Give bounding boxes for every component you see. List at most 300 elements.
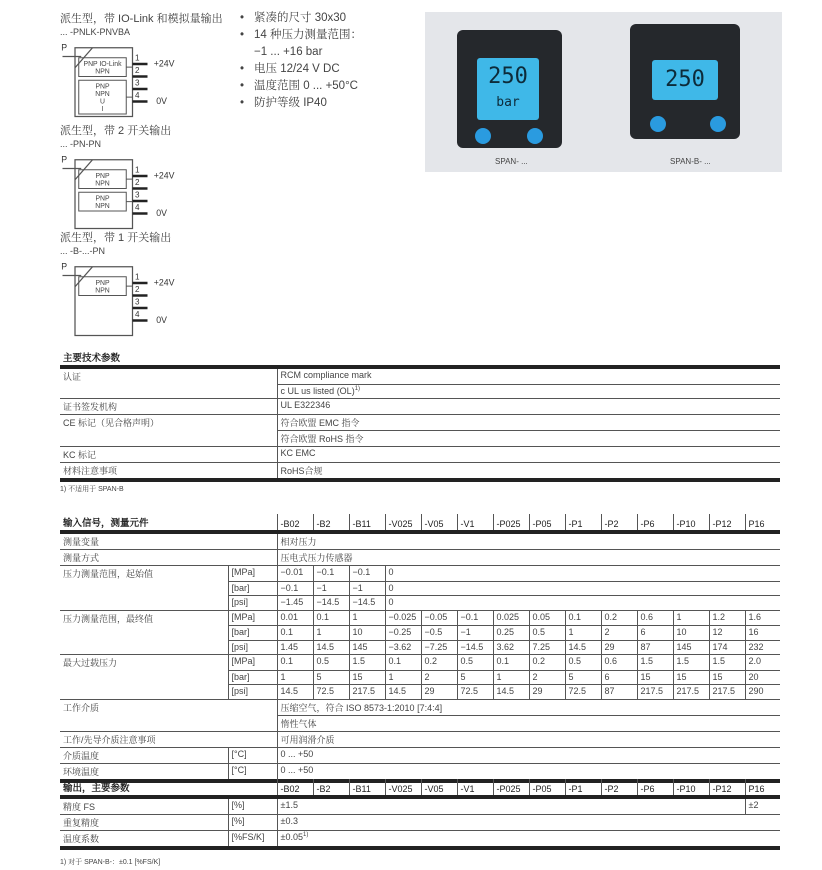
value-cell	[457, 685, 493, 700]
value-cell	[277, 550, 780, 566]
table-row	[60, 831, 780, 849]
output-type: PNP	[95, 279, 110, 287]
param-label	[60, 670, 228, 685]
table-row	[60, 399, 780, 415]
value-text: 29	[604, 641, 615, 652]
table-row	[60, 550, 780, 566]
value-text: 2	[604, 627, 610, 637]
value-cell	[637, 626, 673, 641]
column-header: -B11	[349, 779, 385, 797]
value-text: 1	[316, 627, 322, 637]
feature-item: • 温度范围 0 ... +50°C	[240, 78, 362, 95]
value-text: −1	[352, 582, 363, 593]
value-text: 217.5	[712, 686, 736, 696]
param-label: 压力测量范围，最终值	[60, 610, 228, 626]
main-technical-table	[60, 349, 780, 482]
value-text: 1.5	[676, 656, 690, 666]
unit: [MPa]	[228, 566, 277, 582]
value-cell	[673, 655, 709, 671]
value-text: 0.1	[280, 627, 294, 637]
unit	[228, 715, 277, 731]
param-label: 工作介质	[60, 699, 228, 715]
value-cell	[493, 670, 529, 685]
value-text: −0.1	[316, 567, 335, 577]
value-cell	[385, 610, 421, 626]
value-text: 0.5	[532, 627, 546, 637]
pin-number: 1	[135, 165, 140, 175]
display-value: 250	[488, 64, 528, 89]
value-cell	[709, 640, 745, 655]
column-header: -P10	[673, 779, 709, 797]
header-row	[60, 779, 780, 797]
value-cell	[457, 655, 493, 671]
value-cell	[277, 581, 313, 596]
value-cell	[745, 626, 780, 641]
output-table	[60, 779, 780, 850]
value-text: 145	[352, 641, 368, 652]
value-cell	[385, 626, 421, 641]
param-value	[277, 415, 780, 431]
value-text: 惰性气体	[280, 718, 317, 729]
value-text: 0 ... +50	[280, 764, 314, 775]
unit	[228, 532, 277, 550]
value-cell	[493, 655, 529, 671]
pin-number: 4	[135, 202, 140, 212]
output-type: NPN	[95, 90, 110, 98]
param-value	[277, 431, 780, 447]
value-cell	[637, 655, 673, 671]
value-text: ±0.05	[280, 832, 303, 842]
ground-label: 0V	[156, 315, 167, 325]
value-cell	[277, 532, 780, 550]
value-cell	[565, 610, 601, 626]
value-cell	[277, 655, 313, 671]
value-text: 232	[748, 641, 764, 652]
value-cell	[601, 626, 637, 641]
display-screen	[477, 58, 539, 120]
table-row	[60, 715, 780, 731]
value-text: 0.6	[640, 611, 654, 622]
value-cell	[277, 640, 313, 655]
value-text: 217.5	[640, 686, 664, 696]
value-text: 符合欧盟 EMC 指令	[280, 418, 360, 428]
value-text: 0.1	[568, 611, 582, 622]
product-photo	[425, 12, 782, 172]
column-header: -P2	[601, 514, 637, 532]
value-text: −0.5	[424, 627, 443, 637]
unit: [psi]	[228, 640, 277, 655]
value-text: 2.0	[748, 656, 762, 666]
param-label	[60, 431, 277, 447]
value-text: 15	[712, 671, 723, 682]
column-header: -P05	[529, 514, 565, 532]
value-cell	[601, 610, 637, 626]
unit: [%]	[228, 797, 277, 815]
table-row	[60, 566, 780, 582]
value-cell	[745, 640, 780, 655]
column-header: -V1	[457, 514, 493, 532]
param-value	[277, 384, 780, 399]
param-label	[60, 626, 228, 641]
value-cell	[565, 640, 601, 655]
value-cell	[637, 685, 673, 700]
column-header: -P6	[637, 514, 673, 532]
output-type: PNP IO-Link	[83, 60, 122, 68]
param-label: 介质温度	[60, 747, 228, 763]
supply-label: +24V	[153, 170, 175, 181]
value-text: −0.1	[352, 567, 371, 577]
param-label: 工作/先导介质注意事项	[60, 731, 228, 747]
value-text: 2	[424, 671, 430, 682]
value-cell	[745, 685, 780, 700]
value-text: 1	[388, 671, 394, 682]
value-text: 217.5	[352, 686, 376, 696]
value-cell	[673, 670, 709, 685]
pin-number: 4	[135, 90, 140, 100]
pin-number: 2	[135, 284, 140, 294]
column-header: -B11	[349, 514, 385, 532]
unit: [MPa]	[228, 655, 277, 671]
device-button	[650, 116, 666, 132]
table-title: 主要技术参数	[60, 349, 780, 367]
value-cell	[421, 640, 457, 655]
value-text: 0	[388, 597, 394, 607]
variant-title: 派生型，带 2 开关输出	[60, 125, 172, 137]
variant-title: 派生型，带 IO-Link 和模拟量输出	[60, 13, 223, 25]
value-text: 0.25	[496, 627, 515, 637]
table-row	[60, 670, 780, 685]
value-cell	[277, 731, 780, 747]
value-cell	[565, 685, 601, 700]
feature-item: • 14 种压力测量范围：	[240, 27, 362, 44]
value-text: 0.6	[604, 656, 618, 666]
value-cell	[349, 640, 385, 655]
value-cell	[385, 566, 780, 582]
pressure-port-label: P	[61, 42, 68, 53]
output-type: NPN	[95, 287, 110, 295]
value-text: 1.5	[712, 656, 726, 666]
column-header: -V1	[457, 779, 493, 797]
column-header: P16	[745, 779, 780, 797]
value-cell	[565, 670, 601, 685]
value-text: 87	[604, 686, 615, 696]
value-text: 0	[388, 582, 394, 593]
ground-label: 0V	[156, 208, 167, 218]
value-text: −14.5	[352, 597, 376, 607]
value-text: 压缩空气，符合 ISO 8573-1:2010 [7:4:4]	[280, 702, 443, 713]
table-row	[60, 699, 780, 715]
footnote: 1) 对于 SPAN-B-：±0.1 [%FS/K]	[60, 859, 161, 866]
value-text: 14.5	[568, 641, 587, 652]
param-label: 压力测量范围，起始值	[60, 566, 228, 582]
value-text: −14.5	[316, 597, 340, 607]
value-cell	[493, 685, 529, 700]
table-row	[60, 815, 780, 831]
table-row	[60, 747, 780, 763]
value-text: 15	[640, 671, 651, 682]
value-text: UL E322346	[280, 400, 331, 410]
column-header: -P025	[493, 779, 529, 797]
value-cell	[745, 797, 780, 815]
value-cell	[601, 640, 637, 655]
value-text: −7.25	[424, 641, 448, 652]
footnote-ref: 1)	[302, 832, 309, 838]
param-label	[60, 581, 228, 596]
param-label: 认证	[60, 367, 277, 384]
param-label: 环境温度	[60, 763, 228, 781]
value-cell	[709, 610, 745, 626]
param-label: 测量变量	[60, 532, 228, 550]
value-cell	[313, 655, 349, 671]
param-label	[60, 596, 228, 611]
pin-number: 3	[135, 78, 140, 88]
column-header: -P2	[601, 779, 637, 797]
supply-label: +24V	[153, 58, 175, 69]
value-cell	[313, 626, 349, 641]
column-header: -B02	[277, 779, 313, 797]
value-cell	[277, 715, 780, 731]
param-label	[60, 715, 228, 731]
value-text: 0.5	[568, 656, 582, 666]
variant-code: ... -PNLK-PNVBA	[60, 27, 131, 37]
value-cell	[277, 747, 780, 763]
value-cell	[385, 581, 780, 596]
output-type: NPN	[95, 202, 110, 210]
value-text: 290	[748, 686, 764, 696]
value-cell	[277, 626, 313, 641]
value-text: 0.01	[280, 611, 299, 622]
pressure-port-label: P	[61, 154, 68, 165]
value-cell	[745, 610, 780, 626]
table-title: 输入信号，测量元件	[60, 514, 277, 532]
value-text: 0.2	[532, 656, 546, 666]
value-text: 14.5	[280, 686, 299, 696]
param-value	[277, 399, 780, 415]
value-cell	[565, 626, 601, 641]
value-cell	[349, 626, 385, 641]
value-text: 14.5	[316, 641, 335, 652]
value-text: 20	[748, 671, 759, 682]
column-header: -P1	[565, 779, 601, 797]
value-cell	[313, 610, 349, 626]
value-text: KC EMC	[280, 448, 316, 458]
param-label: 测量方式	[60, 550, 228, 566]
device-button	[527, 128, 543, 144]
variant-code: ... -PN-PN	[60, 139, 102, 149]
product-caption: SPAN-B- ...	[670, 157, 711, 166]
param-label: 材料注意事项	[60, 463, 277, 481]
param-label	[60, 384, 277, 399]
feature-item: • 防护等级 IP40	[240, 95, 362, 112]
value-text: 14.5	[388, 686, 407, 696]
value-text: −1	[460, 627, 471, 637]
value-cell	[277, 566, 313, 582]
device-button	[475, 128, 491, 144]
table-row	[60, 463, 780, 481]
column-header: -V05	[421, 779, 457, 797]
output-type: NPN	[95, 180, 110, 188]
table-row	[60, 431, 780, 447]
value-text: −0.025	[388, 611, 417, 622]
value-text: 0.025	[496, 611, 520, 622]
column-header: P16	[745, 514, 780, 532]
value-text: 1.2	[712, 611, 726, 622]
value-cell	[277, 596, 313, 611]
column-header: -P1	[565, 514, 601, 532]
value-cell	[673, 610, 709, 626]
table-row	[60, 626, 780, 641]
table-row	[60, 415, 780, 431]
value-cell	[385, 640, 421, 655]
value-text: 5	[316, 671, 322, 682]
value-cell	[457, 610, 493, 626]
value-text: 相对压力	[280, 537, 317, 547]
table-row	[60, 581, 780, 596]
unit: [°C]	[228, 747, 277, 763]
table-row	[60, 640, 780, 655]
value-text: 16	[748, 627, 759, 637]
circuit-diagram	[60, 259, 210, 337]
device-button	[710, 116, 726, 132]
column-header: -P05	[529, 779, 565, 797]
value-cell	[601, 685, 637, 700]
value-text: 3.62	[496, 641, 515, 652]
feature-item: • 电压 12/24 V DC	[240, 61, 362, 78]
value-text: 1	[676, 611, 682, 622]
pressure-port-label: P	[61, 261, 68, 272]
table-row	[60, 610, 780, 626]
pin-number: 2	[135, 65, 140, 75]
value-text: 符合欧盟 RoHS 指令	[280, 434, 364, 444]
value-cell	[349, 596, 385, 611]
value-cell	[277, 797, 745, 815]
value-text: 10	[352, 627, 363, 637]
unit	[228, 550, 277, 566]
value-cell	[277, 610, 313, 626]
value-text: 1.45	[280, 641, 299, 652]
value-cell	[385, 685, 421, 700]
column-header: -P12	[709, 779, 745, 797]
value-text: 压电式压力传感器	[280, 553, 353, 563]
value-cell	[421, 685, 457, 700]
value-cell	[349, 566, 385, 582]
column-header: -P12	[709, 514, 745, 532]
pin-number: 4	[135, 309, 140, 319]
value-cell	[313, 670, 349, 685]
unit	[228, 699, 277, 715]
value-text: 0.05	[532, 611, 551, 622]
column-header: -P025	[493, 514, 529, 532]
value-text: ±0.3	[280, 816, 298, 826]
value-text: 可用润滑介质	[280, 734, 335, 745]
value-cell	[529, 610, 565, 626]
table-row	[60, 685, 780, 700]
value-cell	[421, 655, 457, 671]
unit	[228, 731, 277, 747]
value-text: 1	[496, 671, 502, 682]
value-cell	[349, 685, 385, 700]
value-text: −0.01	[280, 567, 304, 577]
value-cell	[637, 640, 673, 655]
column-header: -B2	[313, 779, 349, 797]
output-type: NPN	[95, 68, 110, 76]
feature-list	[240, 10, 362, 112]
table-row	[60, 532, 780, 550]
value-text: 5	[568, 671, 574, 682]
param-label: 最大过载压力	[60, 655, 228, 671]
pin-number: 3	[135, 190, 140, 200]
value-text: 174	[712, 641, 728, 652]
value-cell	[385, 670, 421, 685]
value-cell	[421, 610, 457, 626]
value-cell	[313, 566, 349, 582]
output-type: U	[100, 98, 105, 106]
value-cell	[565, 655, 601, 671]
table-row	[60, 763, 780, 781]
circuit-diagram	[60, 152, 210, 230]
table-row	[60, 384, 780, 399]
value-text: c UL us listed (OL)	[280, 385, 355, 396]
value-text: ±1.5	[280, 800, 298, 810]
unit: [psi]	[228, 596, 277, 611]
unit: [bar]	[228, 581, 277, 596]
value-text: −1.45	[280, 597, 304, 607]
ground-label: 0V	[156, 96, 167, 106]
value-text: 1	[568, 627, 574, 637]
product-caption: SPAN- ...	[495, 157, 528, 166]
variant-title: 派生型，带 1 开关输出	[60, 232, 172, 244]
value-cell	[457, 626, 493, 641]
value-text: 1	[352, 611, 358, 622]
value-text: 72.5	[316, 686, 335, 696]
table-title: 输出，主要参数	[60, 779, 277, 797]
param-label: 证书签发机构	[60, 399, 277, 415]
value-cell	[709, 685, 745, 700]
value-text: 15	[676, 671, 687, 682]
param-label: 精度 FS	[60, 797, 228, 815]
value-cell	[709, 655, 745, 671]
value-cell	[277, 699, 780, 715]
param-label	[60, 685, 228, 700]
value-cell	[277, 763, 780, 781]
value-cell	[529, 670, 565, 685]
value-text: −0.1	[460, 611, 479, 622]
value-text: 87	[640, 641, 651, 652]
value-text: −0.05	[424, 611, 448, 622]
param-value	[277, 463, 780, 481]
footnote-ref: 1)	[354, 385, 361, 392]
circuit-diagram	[60, 40, 210, 118]
unit: [°C]	[228, 763, 277, 781]
column-header: -B2	[313, 514, 349, 532]
column-header: -V025	[385, 514, 421, 532]
value-text: 0.1	[316, 611, 330, 622]
value-cell	[349, 655, 385, 671]
value-cell	[529, 655, 565, 671]
value-text: 5	[460, 671, 466, 682]
column-header: -V025	[385, 779, 421, 797]
unit: [%]	[228, 815, 277, 831]
value-cell	[277, 815, 780, 831]
value-text: 6	[604, 671, 610, 682]
value-text: 1	[280, 671, 286, 682]
input-signal-table	[60, 514, 780, 783]
value-text: 14.5	[496, 686, 515, 696]
param-label: 温度系数	[60, 831, 228, 849]
pin-number: 1	[135, 272, 140, 282]
output-type: PNP	[95, 172, 110, 180]
value-text: 1.5	[640, 656, 654, 666]
